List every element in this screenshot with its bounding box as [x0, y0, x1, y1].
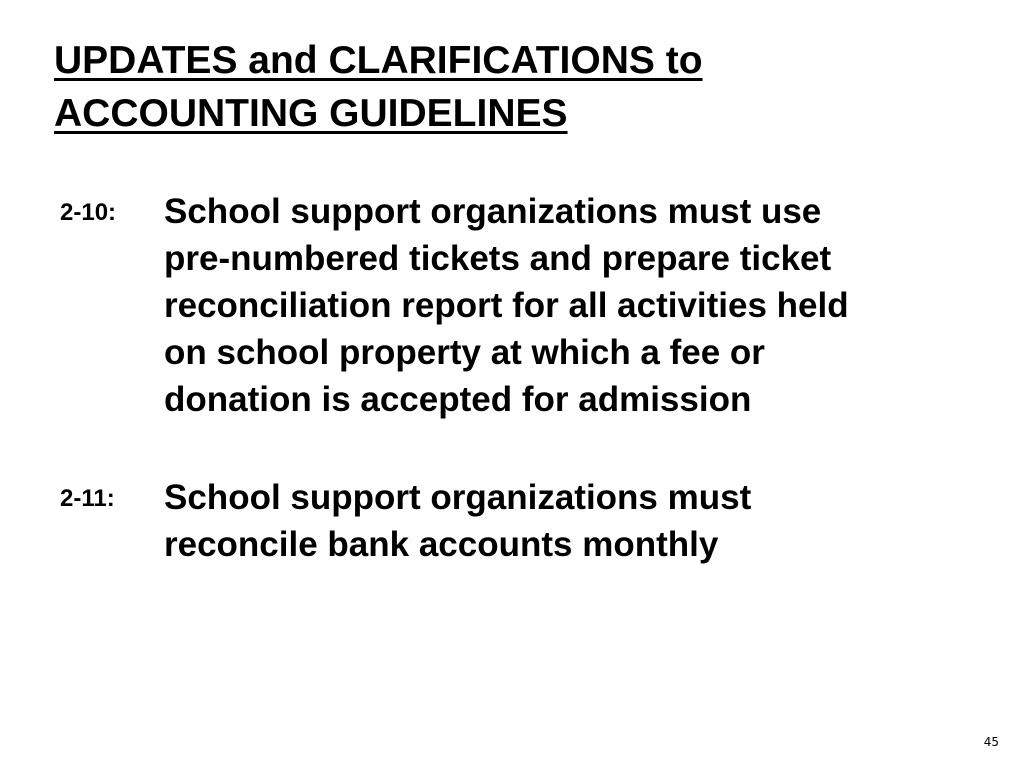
slide-title	[54, 34, 954, 140]
guideline-number: 2-11:	[60, 485, 115, 512]
guideline-text-line: School support organizations must	[164, 478, 752, 517]
guideline-text-line: pre-numbered tickets and prepare ticket	[164, 239, 832, 278]
guideline-text	[164, 188, 849, 423]
guideline-number: 2-10:	[60, 199, 117, 226]
title-line: ACCOUNTING GUIDELINES	[54, 92, 568, 135]
title-line: UPDATES and CLARIFICATIONS to	[54, 39, 703, 82]
guideline-text-line: School support organizations must use	[164, 192, 822, 231]
guideline-text	[164, 474, 751, 568]
guideline-text-line: on school property at which a fee or	[164, 333, 765, 372]
guideline-text-line: reconcile bank accounts monthly	[164, 525, 719, 564]
page-number: 45	[983, 735, 999, 749]
guideline-text-line: reconciliation report for all activities held	[164, 286, 849, 325]
guideline-text-line: donation is accepted for admission	[164, 380, 752, 419]
